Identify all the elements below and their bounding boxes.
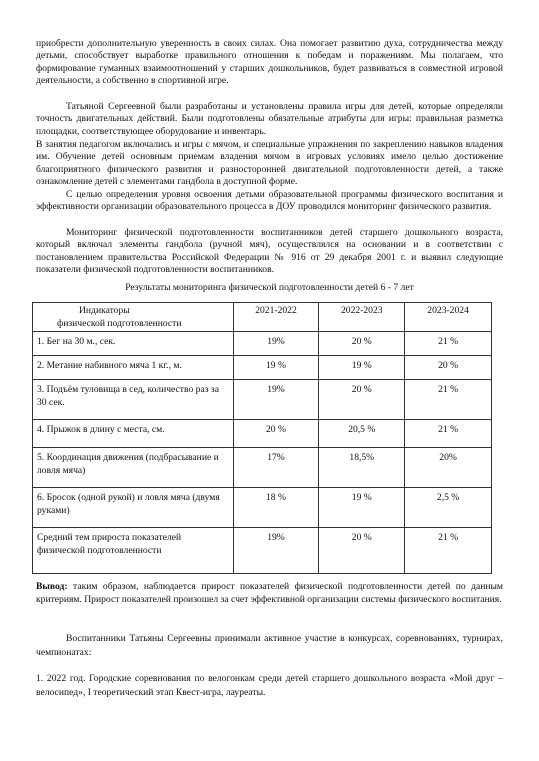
value-cell: 20 %: [319, 332, 405, 356]
value-cell: 19 %: [319, 488, 405, 528]
table-row: [33, 528, 492, 574]
indicator-header-line2: физической подготовленности: [57, 318, 182, 329]
list-item: 1. 2022 год. Городские соревнования по велогонкам среди детей старшего дошкольного возраста «Мой друг – велосипед», I теоретический этап Квест-игра, лауреаты.: [36, 673, 503, 698]
year-column-header: 2021-2022: [233, 303, 319, 332]
paragraph-ball-training: В занятия педагогом включались и игры с мячом, и специальные упражнения по закреплению навыков владения им. Обучение детей основным приемам владения мячом в игровых условиях имело целью достижение благоприятного физического развития и разносторонней двигательной подготовленности детей, а также ознакомление детей с элементами гандбола в доступной форме.: [36, 139, 503, 188]
value-cell: 20 %: [319, 380, 405, 420]
participation-paragraph: Воспитанники Татьяны Сергеевны принимали активное участие в конкурсах, соревнованиях, турнирах, чемпионатах:: [36, 633, 503, 658]
indicator-label: 4. Прыжок в длину с места, см.: [33, 420, 234, 448]
indicator-label: 6. Бросок (одной рукой) и ловля мяча (двумя руками): [33, 488, 234, 528]
indicator-label: 1. Бег на 30 м., сек.: [33, 332, 234, 356]
indicator-header-line1: Индикаторы: [79, 305, 130, 316]
value-cell: 21 %: [405, 332, 492, 356]
value-cell: 20%: [405, 448, 492, 488]
value-cell: 20 %: [319, 528, 405, 574]
monitoring-results-table: [32, 302, 492, 574]
paragraph-game-benefits: приобрести дополнительную уверенность в своих силах. Она помогает развитию духа, сотрудничества между детьми, способствует выработке правильного отношения к победам и поражениям. Мы полагаем, что формирование гуманных взаимоотношений у старших дошкольников, будет развиваться в совместной игровой деятельности, а собственно в спортивной игре.: [36, 38, 503, 87]
value-cell: 21 %: [405, 528, 492, 574]
value-cell: 19 %: [319, 356, 405, 380]
table-row: [33, 380, 492, 420]
value-cell: 17%: [233, 448, 319, 488]
value-cell: 19%: [233, 528, 319, 574]
indicator-label: Средний тем прироста показателей физической подготовленности: [33, 528, 234, 574]
value-cell: 19 %: [233, 356, 319, 380]
table-caption: Результаты мониторинга физической подготовленности детей 6 - 7 лет: [125, 282, 414, 293]
value-cell: 18 %: [233, 488, 319, 528]
paragraph-game-rules: Татьяной Сергеевной были разработаны и установлены правила игры для детей, которые определяли точность двигательных действий. Были подготовлены обязательные атрибуты для игры: правильная разметка площадки, соответствующее оборудование и инвентарь.: [36, 101, 503, 137]
indicator-column-header: [33, 303, 234, 332]
value-cell: 2,5 %: [405, 488, 492, 528]
value-cell: 20,5 %: [319, 420, 405, 448]
table-row: [33, 356, 492, 380]
value-cell: 19%: [233, 380, 319, 420]
table-row: [33, 332, 492, 356]
year-column-header: 2022-2023: [319, 303, 405, 332]
conclusion-label: Вывод:: [36, 581, 68, 592]
paragraph-monitoring-description: Мониторинг физической подготовленности воспитанников детей старшего дошкольного возраста, который включал элементы гандбола (ручной мяч), осуществлялся на основании и в соответствии с постановлением правительства Российской Федерации № 916 от 29 декабря 2001 г. и выявил следующие показатели физической подготовленности воспитанников.: [36, 227, 503, 276]
conclusion-paragraph: [36, 580, 503, 606]
table-row: [33, 488, 492, 528]
table-row: [33, 448, 492, 488]
table-header-row: [33, 303, 492, 332]
indicator-label: 5. Координация движения (подбрасывание и ловля мяча): [33, 448, 234, 488]
indicator-label: 3. Подъём туловища в сед, количество раз за 30 сек.: [33, 380, 234, 420]
value-cell: 20 %: [233, 420, 319, 448]
value-cell: 19%: [233, 332, 319, 356]
paragraph-monitoring-purpose: С целью определения уровня освоения детьми образовательной программы физического воспитания и эффективности организации образовательного процесса в ДОУ проводился мониторинг физического развития.: [36, 189, 503, 213]
value-cell: 21 %: [405, 380, 492, 420]
indicator-label: 2. Метание набивного мяча 1 кг., м.: [33, 356, 234, 380]
year-column-header: 2023-2024: [405, 303, 492, 332]
table-row: [33, 420, 492, 448]
conclusion-text: таким образом, наблюдается прирост показателей физической подготовленности детей по данным критериям. Прирост показателей произошел за счет эффективной организации системы физического воспитания.: [36, 581, 503, 605]
value-cell: 20 %: [405, 356, 492, 380]
value-cell: 18,5%: [319, 448, 405, 488]
value-cell: 21 %: [405, 420, 492, 448]
